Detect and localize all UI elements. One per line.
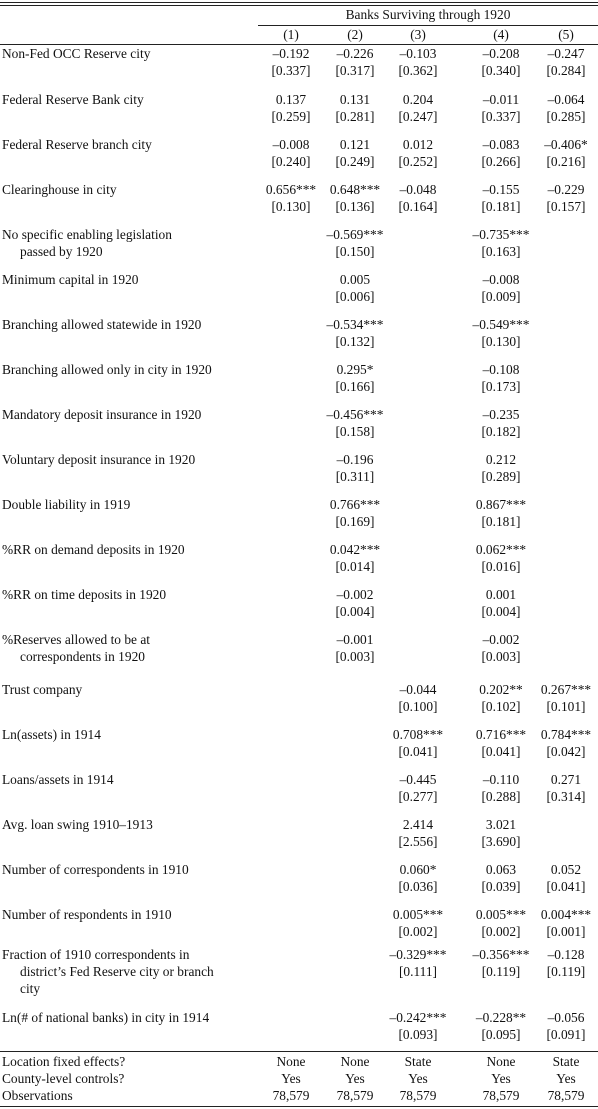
standard-error: [0.311]: [335, 469, 375, 484]
footer-value: State: [552, 1054, 580, 1069]
coefficient-cell: [468, 406, 534, 440]
coefficient-value: 0.267***: [540, 682, 592, 697]
standard-error: [0.317]: [335, 63, 375, 78]
row-label: [2, 946, 252, 997]
row-label-line: %Reserves allowed to be at: [2, 632, 150, 647]
coefficient-value: 0.271: [550, 772, 582, 787]
standard-error: [0.014]: [335, 559, 375, 574]
standard-error: [0.095]: [481, 1027, 521, 1042]
coefficient-cell: [385, 861, 451, 895]
coefficient-value: 0.212: [485, 452, 517, 467]
standard-error: [0.181]: [481, 199, 521, 214]
standard-error: [0.002]: [481, 924, 521, 939]
coefficient-cell: [533, 726, 598, 760]
coefficient-value: 0.063: [485, 862, 517, 877]
row-label-line: Double liability in 1919: [2, 497, 131, 512]
standard-error: [0.247]: [398, 109, 438, 124]
coefficient-cell: [322, 181, 388, 215]
coefficient-cell: [533, 91, 598, 125]
coefficient-cell: [468, 91, 534, 125]
row-label-line: Ln(# of national banks) in city in 1914: [2, 1010, 210, 1025]
coefficient-cell: [533, 771, 598, 805]
coefficient-value: 3.021: [485, 817, 517, 832]
group-rule: [258, 25, 598, 26]
row-label-line: correspondents in 1920: [20, 649, 145, 664]
row-label-line: district’s Fed Reserve city or branch: [20, 964, 214, 979]
row-label: [2, 226, 252, 260]
column-number: (2): [347, 27, 363, 42]
row-label-line: Fraction of 1910 correspondents in: [2, 947, 190, 962]
coefficient-cell: [385, 946, 451, 980]
coefficient-value: 0.204: [402, 92, 434, 107]
coefficient-value: –0.002: [482, 632, 520, 647]
coefficient-value: –0.108: [482, 362, 520, 377]
footer-rule: [0, 1051, 598, 1052]
coefficient-cell: [385, 726, 451, 760]
coefficient-value: –0.534***: [326, 317, 384, 332]
row-label: [2, 496, 252, 513]
coefficient-value: –0.155: [482, 182, 520, 197]
coefficient-value: 0.766***: [329, 497, 381, 512]
coefficient-value: –0.406*: [544, 137, 588, 152]
coefficient-cell: [385, 816, 451, 850]
row-label: [2, 136, 252, 153]
coefficient-value: 0.131: [339, 92, 371, 107]
coefficient-cell: [258, 181, 324, 215]
coefficient-value: –0.064: [547, 92, 585, 107]
standard-error: [0.285]: [546, 109, 586, 124]
standard-error: [3.690]: [481, 834, 521, 849]
standard-error: [0.003]: [481, 649, 521, 664]
coefficient-cell: [533, 45, 598, 79]
coefficient-value: –0.048: [399, 182, 437, 197]
standard-error: [0.259]: [271, 109, 311, 124]
standard-error: [0.216]: [546, 154, 586, 169]
coefficient-value: –0.103: [399, 46, 437, 61]
coefficient-value: –0.549***: [472, 317, 530, 332]
row-label-line: passed by 1920: [20, 244, 103, 259]
standard-error: [0.004]: [335, 604, 375, 619]
standard-error: [0.249]: [335, 154, 375, 169]
coefficient-value: 0.716***: [475, 727, 527, 742]
row-label: [2, 316, 252, 333]
column-group-title: Banks Surviving through 1920: [345, 7, 511, 22]
coefficient-value: 0.062***: [475, 542, 527, 557]
standard-error: [0.093]: [398, 1027, 438, 1042]
coefficient-cell: [468, 726, 534, 760]
coefficient-value: 0.052: [550, 862, 582, 877]
row-label: [2, 631, 252, 665]
coefficient-cell: [385, 136, 451, 170]
standard-error: [0.166]: [335, 379, 375, 394]
coefficient-cell: [468, 226, 534, 260]
standard-error: [0.288]: [481, 789, 521, 804]
coefficient-cell: [258, 91, 324, 125]
row-label: [2, 771, 252, 788]
coefficient-cell: [322, 316, 388, 350]
row-label-line: Voluntary deposit insurance in 1920: [2, 452, 196, 467]
coefficient-value: –0.735***: [472, 227, 530, 242]
footer-value: 78,579: [399, 1088, 437, 1103]
coefficient-value: 0.295*: [336, 362, 374, 377]
standard-error: [0.041]: [546, 879, 586, 894]
coefficient-cell: [322, 45, 388, 79]
row-label: [2, 271, 252, 288]
coefficient-cell: [468, 451, 534, 485]
coefficient-value: –0.008: [482, 272, 520, 287]
standard-error: [0.002]: [398, 924, 438, 939]
standard-error: [0.001]: [546, 924, 586, 939]
coefficient-value: 0.005***: [475, 907, 527, 922]
row-label: [2, 451, 252, 468]
coefficient-cell: [468, 496, 534, 530]
column-number: (1): [283, 27, 299, 42]
coefficient-cell: [468, 906, 534, 940]
coefficient-cell: [322, 631, 388, 665]
footer-label: Location fixed effects?: [2, 1054, 126, 1069]
standard-error: [0.289]: [481, 469, 521, 484]
standard-error: [0.136]: [335, 199, 375, 214]
coefficient-value: 0.656***: [265, 182, 317, 197]
standard-error: [0.091]: [546, 1027, 586, 1042]
coefficient-cell: [468, 631, 534, 665]
row-label-line: Non-Fed OCC Reserve city: [2, 46, 151, 61]
row-label-line: Number of correspondents in 1910: [2, 862, 189, 877]
footer-value: 78,579: [272, 1088, 310, 1103]
standard-error: [0.130]: [481, 334, 521, 349]
standard-error: [0.006]: [335, 289, 375, 304]
coefficient-cell: [322, 406, 388, 440]
footer-value: Yes: [491, 1071, 511, 1086]
coefficient-cell: [533, 136, 598, 170]
coefficient-value: –0.001: [336, 632, 374, 647]
coefficient-cell: [385, 681, 451, 715]
coefficient-cell: [385, 181, 451, 215]
coefficient-value: –0.356***: [472, 947, 530, 962]
coefficient-value: –0.569***: [326, 227, 384, 242]
coefficient-cell: [533, 906, 598, 940]
coefficient-value: 0.121: [339, 137, 371, 152]
coefficient-value: –0.002: [336, 587, 374, 602]
coefficient-value: 2.414: [402, 817, 434, 832]
row-label: [2, 681, 252, 698]
coefficient-value: 0.784***: [540, 727, 592, 742]
coefficient-value: –0.008: [272, 137, 310, 152]
row-label-line: Clearinghouse in city: [2, 182, 117, 197]
coefficient-value: 0.648***: [329, 182, 381, 197]
coefficient-cell: [468, 541, 534, 575]
standard-error: [0.314]: [546, 789, 586, 804]
coefficient-value: –0.083: [482, 137, 520, 152]
row-label: [2, 406, 252, 423]
standard-error: [0.042]: [546, 744, 586, 759]
coefficient-value: 0.012: [402, 137, 434, 152]
coefficient-value: –0.196: [336, 452, 374, 467]
standard-error: [0.157]: [546, 199, 586, 214]
coefficient-cell: [322, 271, 388, 305]
standard-error: [0.362]: [398, 63, 438, 78]
standard-error: [0.039]: [481, 879, 521, 894]
coefficient-value: –0.056: [547, 1010, 585, 1025]
coefficient-value: –0.235: [482, 407, 520, 422]
standard-error: [0.164]: [398, 199, 438, 214]
standard-error: [0.132]: [335, 334, 375, 349]
standard-error: [0.340]: [481, 63, 521, 78]
standard-error: [0.240]: [271, 154, 311, 169]
coefficient-value: –0.242***: [389, 1010, 447, 1025]
footer-value: Yes: [345, 1071, 365, 1086]
coefficient-cell: [322, 586, 388, 620]
bottom-rule: [0, 1106, 598, 1107]
standard-error: [0.182]: [481, 424, 521, 439]
coefficient-cell: [533, 181, 598, 215]
standard-error: [0.337]: [481, 109, 521, 124]
coefficient-value: 0.004***: [540, 907, 592, 922]
coefficient-cell: [533, 946, 598, 980]
coefficient-value: –0.456***: [326, 407, 384, 422]
row-label: [2, 906, 252, 923]
row-label-line: Minimum capital in 1920: [2, 272, 139, 287]
standard-error: [0.284]: [546, 63, 586, 78]
coefficient-value: –0.208: [482, 46, 520, 61]
coefficient-value: 0.005***: [392, 907, 444, 922]
coefficient-cell: [468, 361, 534, 395]
coefficient-value: –0.044: [399, 682, 437, 697]
coefficient-cell: [468, 681, 534, 715]
standard-error: [0.158]: [335, 424, 375, 439]
coefficient-cell: [468, 316, 534, 350]
coefficient-value: –0.192: [272, 46, 310, 61]
footer-value: Yes: [281, 1071, 301, 1086]
standard-error: [0.111]: [398, 964, 438, 979]
row-label: [2, 586, 252, 603]
coefficient-cell: [385, 1009, 451, 1043]
coefficient-value: 0.708***: [392, 727, 444, 742]
row-label-line: Branching allowed statewide in 1920: [2, 317, 202, 332]
footer-value: None: [486, 1054, 516, 1069]
row-label-line: %RR on demand deposits in 1920: [2, 542, 185, 557]
coefficient-cell: [533, 861, 598, 895]
standard-error: [2.556]: [398, 834, 438, 849]
coefficient-value: –0.011: [482, 92, 520, 107]
footer-value: 78,579: [336, 1088, 374, 1103]
coefficient-cell: [468, 816, 534, 850]
coefficient-cell: [385, 906, 451, 940]
coefficient-cell: [322, 496, 388, 530]
coefficient-cell: [258, 136, 324, 170]
coefficient-value: 0.060*: [399, 862, 437, 877]
standard-error: [0.004]: [481, 604, 521, 619]
row-label: [2, 45, 252, 62]
row-label: [2, 91, 252, 108]
footer-value: None: [340, 1054, 370, 1069]
coefficient-cell: [468, 1009, 534, 1043]
coefficient-value: –0.226: [336, 46, 374, 61]
coefficient-cell: [322, 136, 388, 170]
coefficient-cell: [322, 541, 388, 575]
standard-error: [0.119]: [546, 964, 586, 979]
coefficient-value: 0.005: [339, 272, 371, 287]
coefficient-cell: [533, 1009, 598, 1043]
row-label-line: No specific enabling legislation: [2, 227, 172, 242]
row-label: [2, 816, 252, 833]
footer-value: None: [276, 1054, 306, 1069]
coefficient-value: –0.329***: [389, 947, 447, 962]
row-label: [2, 541, 252, 558]
top-rule: [0, 2, 598, 3]
row-label: [2, 361, 252, 378]
row-label-line: city: [20, 981, 41, 996]
row-label-line: Avg. loan swing 1910–1913: [2, 817, 153, 832]
row-label: [2, 181, 252, 198]
top-rule-double: [0, 5, 598, 6]
coefficient-cell: [468, 271, 534, 305]
coefficient-value: –0.445: [399, 772, 437, 787]
coefficient-cell: [385, 771, 451, 805]
row-label-line: Federal Reserve branch city: [2, 137, 152, 152]
standard-error: [0.130]: [271, 199, 311, 214]
column-number: (5): [558, 27, 574, 42]
coefficient-cell: [468, 771, 534, 805]
coefficient-value: 0.042***: [329, 542, 381, 557]
standard-error: [0.266]: [481, 154, 521, 169]
column-number: (4): [493, 27, 509, 42]
standard-error: [0.041]: [398, 744, 438, 759]
footer-value: Yes: [408, 1071, 428, 1086]
row-label-line: Loans/assets in 1914: [2, 772, 114, 787]
footer-value: Yes: [556, 1071, 576, 1086]
coefficient-cell: [468, 181, 534, 215]
coefficient-value: 0.137: [275, 92, 307, 107]
coefficient-value: –0.110: [482, 772, 520, 787]
footer-value: 78,579: [482, 1088, 520, 1103]
coefficient-cell: [468, 45, 534, 79]
footer-value: State: [404, 1054, 432, 1069]
coefficient-cell: [322, 451, 388, 485]
standard-error: [0.169]: [335, 514, 375, 529]
standard-error: [0.100]: [398, 699, 438, 714]
row-label-line: Number of respondents in 1910: [2, 907, 172, 922]
standard-error: [0.102]: [481, 699, 521, 714]
coefficient-cell: [322, 91, 388, 125]
row-label: [2, 1009, 252, 1026]
footer-label: County-level controls?: [2, 1071, 125, 1086]
standard-error: [0.101]: [546, 699, 586, 714]
row-label-line: Federal Reserve Bank city: [2, 92, 144, 107]
coefficient-cell: [468, 136, 534, 170]
standard-error: [0.016]: [481, 559, 521, 574]
row-label-line: Branching allowed only in city in 1920: [2, 362, 212, 377]
standard-error: [0.173]: [481, 379, 521, 394]
row-label-line: Trust company: [2, 682, 83, 697]
footer-label: Observations: [2, 1088, 73, 1103]
coefficient-value: –0.229: [547, 182, 585, 197]
standard-error: [0.337]: [271, 63, 311, 78]
standard-error: [0.150]: [335, 244, 375, 259]
coefficient-value: 0.202**: [479, 682, 523, 697]
standard-error: [0.119]: [481, 964, 521, 979]
coefficient-value: 0.867***: [475, 497, 527, 512]
row-label-line: Mandatory deposit insurance in 1920: [2, 407, 202, 422]
footer-value: 78,579: [547, 1088, 585, 1103]
row-label-line: %RR on time deposits in 1920: [2, 587, 167, 602]
coefficient-value: –0.247: [547, 46, 585, 61]
standard-error: [0.036]: [398, 879, 438, 894]
standard-error: [0.009]: [481, 289, 521, 304]
coefficient-cell: [258, 45, 324, 79]
column-number: (3): [410, 27, 426, 42]
standard-error: [0.277]: [398, 789, 438, 804]
coefficient-cell: [322, 361, 388, 395]
row-label: [2, 861, 252, 878]
standard-error: [0.181]: [481, 514, 521, 529]
row-label-line: Ln(assets) in 1914: [2, 727, 101, 742]
coefficient-value: –0.228**: [475, 1010, 527, 1025]
coefficient-cell: [322, 226, 388, 260]
coefficient-value: 0.001: [485, 587, 517, 602]
standard-error: [0.041]: [481, 744, 521, 759]
standard-error: [0.163]: [481, 244, 521, 259]
coefficient-cell: [468, 946, 534, 980]
row-label: [2, 726, 252, 743]
coefficient-cell: [468, 861, 534, 895]
coefficient-cell: [468, 586, 534, 620]
standard-error: [0.003]: [335, 649, 375, 664]
coefficient-cell: [533, 681, 598, 715]
coefficient-cell: [385, 91, 451, 125]
coefficient-value: –0.128: [547, 947, 585, 962]
standard-error: [0.252]: [398, 154, 438, 169]
coefficient-cell: [385, 45, 451, 79]
standard-error: [0.281]: [335, 109, 375, 124]
